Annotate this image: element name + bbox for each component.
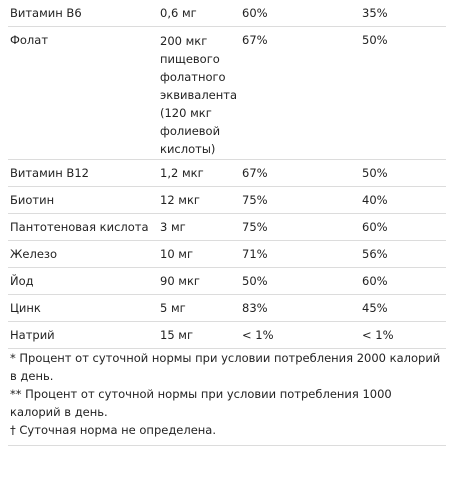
table-row xyxy=(8,214,446,241)
nutrient-name: Биотин xyxy=(10,193,55,207)
nutrient-name: Натрий xyxy=(10,328,55,342)
nutrient-amount: 90 мкг xyxy=(160,274,200,288)
nutrient-amount: 1,2 мкг xyxy=(160,166,204,180)
folate-amount-line: фолиевой xyxy=(160,124,221,138)
nutrient-name: Витамин B12 xyxy=(10,166,89,180)
nutrient-name: Цинк xyxy=(10,301,41,315)
footnotes xyxy=(8,349,446,446)
table-row xyxy=(8,241,446,268)
nutrient-name: Фолат xyxy=(10,33,49,47)
daily-value-1000: 50% xyxy=(362,33,388,47)
daily-value-2000: 83% xyxy=(242,301,268,315)
nutrition-table xyxy=(8,0,446,349)
folate-amount-text xyxy=(160,34,237,156)
folate-amount-line: пищевого xyxy=(160,52,220,66)
daily-value-1000: 50% xyxy=(362,166,388,180)
table-row xyxy=(8,160,446,187)
nutrient-name: Пантотеновая кислота xyxy=(10,220,149,234)
folate-amount-line: (120 мкг xyxy=(160,106,212,120)
amount-multiline xyxy=(160,32,242,158)
daily-value-2000: 60% xyxy=(242,6,268,20)
daily-value-2000: < 1% xyxy=(242,328,274,342)
folate-amount-line: кислоты) xyxy=(160,142,216,156)
daily-value-2000: 75% xyxy=(242,193,268,207)
daily-value-1000: 40% xyxy=(362,193,388,207)
daily-value-1000: 56% xyxy=(362,247,388,261)
table-row xyxy=(8,322,446,349)
daily-value-2000: 50% xyxy=(242,274,268,288)
nutrient-amount: 12 мкг xyxy=(160,193,200,207)
nutrient-amount xyxy=(160,27,242,162)
table-row xyxy=(8,187,446,214)
nutrient-name: Йод xyxy=(10,274,34,288)
table-row xyxy=(8,295,446,322)
nutrient-amount: 15 мг xyxy=(160,328,194,342)
folate-amount-line: эквивалента xyxy=(160,88,238,102)
table-row xyxy=(8,268,446,295)
daily-value-1000: < 1% xyxy=(362,328,394,342)
daily-value-1000: 60% xyxy=(362,274,388,288)
nutrient-amount: 10 мг xyxy=(160,247,194,261)
daily-value-2000: 71% xyxy=(242,247,268,261)
footnote-2000-calories: * Процент от суточной нормы при условии потребления 2000 калорий в день. xyxy=(10,351,441,383)
table-row xyxy=(8,0,446,27)
nutrient-amount: 0,6 мг xyxy=(160,6,197,20)
daily-value-1000: 60% xyxy=(362,220,388,234)
nutrient-name: Железо xyxy=(10,247,58,261)
folate-amount-line: 200 мкг xyxy=(160,34,208,48)
daily-value-2000: 67% xyxy=(242,33,268,47)
footnote-not-defined: † Суточная норма не определена. xyxy=(10,423,216,437)
table-row xyxy=(8,27,446,160)
folate-amount-line: фолатного xyxy=(160,70,226,84)
nutrient-name: Витамин B6 xyxy=(10,6,82,20)
footnote-1000-calories: ** Процент от суточной нормы при условии потребления 1000 калорий в день. xyxy=(10,387,392,419)
daily-value-2000: 67% xyxy=(242,166,268,180)
nutrient-amount: 3 мг xyxy=(160,220,186,234)
nutrient-amount: 5 мг xyxy=(160,301,186,315)
daily-value-1000: 35% xyxy=(362,6,388,20)
daily-value-1000: 45% xyxy=(362,301,388,315)
daily-value-2000: 75% xyxy=(242,220,268,234)
